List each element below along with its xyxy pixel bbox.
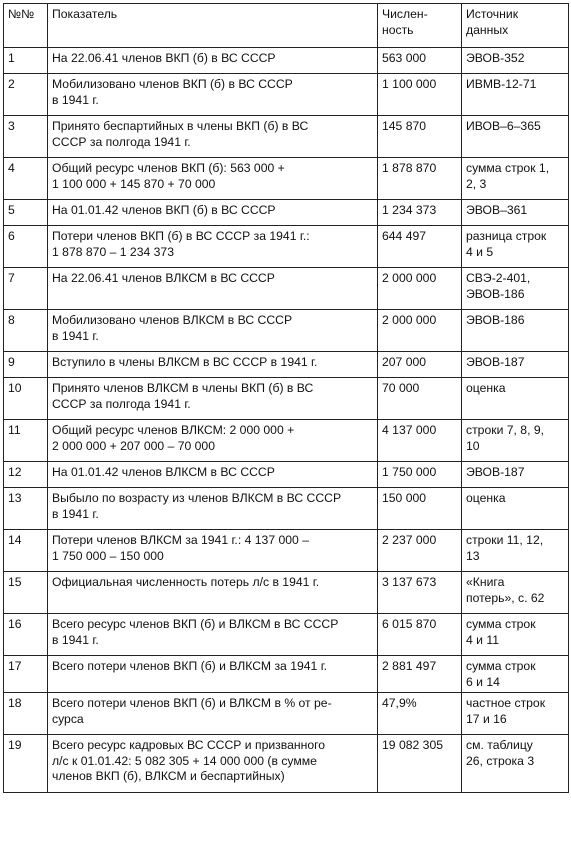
row-indicator: [48, 735, 378, 793]
row-count: [378, 614, 462, 656]
row-num: [4, 268, 48, 310]
row-num-text: 17: [8, 659, 22, 673]
row-source: [462, 572, 569, 614]
row-indicator: [48, 462, 378, 488]
row-source-text: сумма строк 6 и 14: [466, 659, 536, 689]
row-num-text: 3: [8, 119, 15, 133]
row-num: [4, 614, 48, 656]
row-indicator: [48, 488, 378, 530]
table-row: [4, 158, 569, 200]
row-num: [4, 656, 48, 693]
row-source: [462, 530, 569, 572]
row-num-text: 8: [8, 313, 15, 327]
row-indicator: [48, 572, 378, 614]
row-indicator: [48, 48, 378, 74]
row-source: [462, 614, 569, 656]
row-count-text: 1 234 373: [382, 203, 437, 217]
row-count-text: 2 881 497: [382, 659, 437, 673]
row-count-text: 1 750 000: [382, 465, 437, 479]
row-indicator-text: На 22.06.41 членов ВЛКСМ в ВС СССР: [52, 271, 275, 285]
row-count: [378, 656, 462, 693]
row-source-text: частное строк 17 и 16: [466, 696, 546, 726]
row-num: [4, 310, 48, 352]
row-num-text: 4: [8, 161, 15, 175]
row-indicator: [48, 614, 378, 656]
row-count: [378, 74, 462, 116]
table-row: [4, 352, 569, 378]
row-count-text: 644 497: [382, 229, 427, 243]
row-count: [378, 530, 462, 572]
row-indicator: [48, 693, 378, 735]
row-indicator: [48, 378, 378, 420]
row-indicator-text: Вступило в члены ВЛКСМ в ВС СССР в 1941 г.: [52, 355, 318, 369]
table-row: [4, 488, 569, 530]
table-row: [4, 310, 569, 352]
row-indicator-text: Общий ресурс членов ВЛКСМ: 2 000 000 + 2 000 000 + 207 000 – 70 000: [52, 423, 295, 453]
row-num: [4, 693, 48, 735]
row-num: [4, 158, 48, 200]
row-num: [4, 74, 48, 116]
row-indicator: [48, 116, 378, 158]
row-indicator-text: Официальная численность потерь л/с в 1941 г.: [52, 575, 320, 589]
row-num: [4, 735, 48, 793]
row-num-text: 12: [8, 465, 22, 479]
row-source-text: ЭВОВ-187: [466, 465, 525, 479]
row-source-text: сумма строк 4 и 11: [466, 617, 536, 647]
row-count: [378, 268, 462, 310]
row-num-text: 5: [8, 203, 15, 217]
row-count-text: 47,9%: [382, 696, 417, 710]
table-row: [4, 226, 569, 268]
row-count: [378, 378, 462, 420]
row-source-text: ИВОВ–6–365: [466, 119, 541, 133]
row-num: [4, 352, 48, 378]
header-num: №№: [4, 4, 48, 48]
header-indicator: Показатель: [48, 4, 378, 48]
row-source-text: см. таблицу 26, строка 3: [466, 738, 535, 768]
row-source: [462, 462, 569, 488]
table-row: [4, 614, 569, 656]
row-count-text: 2 000 000: [382, 313, 437, 327]
row-num-text: 11: [8, 423, 21, 437]
table-row: [4, 693, 569, 735]
row-num: [4, 200, 48, 226]
table-row: [4, 48, 569, 74]
table-header-row: [4, 4, 569, 48]
row-count: [378, 158, 462, 200]
row-indicator: [48, 74, 378, 116]
row-num-text: 19: [8, 738, 22, 752]
row-source: [462, 420, 569, 462]
row-count: [378, 310, 462, 352]
row-num-text: 13: [8, 491, 22, 505]
table-row: [4, 572, 569, 614]
table-row: [4, 74, 569, 116]
table-row: [4, 735, 569, 793]
row-num-text: 2: [8, 77, 15, 91]
row-count-text: 1 100 000: [382, 77, 437, 91]
table-row: [4, 462, 569, 488]
row-num-text: 7: [8, 271, 15, 285]
table-row: [4, 268, 569, 310]
row-count-text: 150 000: [382, 491, 427, 505]
row-indicator-text: Потери членов ВКП (б) в ВС СССР за 1941 г.: 1 878 870 – 1 234 373: [52, 229, 310, 259]
row-count: [378, 200, 462, 226]
row-num-text: 15: [8, 575, 22, 589]
row-source-text: разница строк 4 и 5: [466, 229, 547, 259]
row-num: [4, 420, 48, 462]
row-source: [462, 158, 569, 200]
row-source-text: СВЭ-2-401, ЭВОВ-186: [466, 271, 531, 301]
row-num-text: 1: [8, 51, 15, 65]
row-count-text: 70 000: [382, 381, 420, 395]
row-num: [4, 488, 48, 530]
row-num-text: 16: [8, 617, 22, 631]
row-count-text: 1 878 870: [382, 161, 437, 175]
row-indicator-text: Выбыло по возрасту из членов ВЛКСМ в ВС СССР в 1941 г.: [52, 491, 342, 521]
row-indicator-text: Потери членов ВЛКСМ за 1941 г.: 4 137 000 – 1 750 000 – 150 000: [52, 533, 309, 563]
row-num: [4, 378, 48, 420]
row-count-text: 4 137 000: [382, 423, 437, 437]
row-count-text: 19 082 305: [382, 738, 443, 752]
row-count: [378, 462, 462, 488]
row-indicator: [48, 530, 378, 572]
row-source: [462, 656, 569, 693]
row-indicator-text: Принято беспартийных в члены ВКП (б) в ВС СССР за полгода 1941 г.: [52, 119, 309, 149]
row-num: [4, 226, 48, 268]
row-num-text: 6: [8, 229, 15, 243]
row-indicator-text: Всего ресурс кадровых ВС СССР и призванного л/с к 01.01.42: 5 082 305 + 14 000 000 (в сумме членов ВКП (б), ВЛКСМ и беспартийных): [52, 738, 326, 783]
row-count-text: 145 870: [382, 119, 427, 133]
row-indicator-text: Всего потери членов ВКП (б) и ВЛКСМ за 1941 г.: [52, 659, 328, 673]
row-source-text: «Книга потерь», с. 62: [466, 575, 545, 605]
row-source: [462, 378, 569, 420]
table-row: [4, 530, 569, 572]
row-count: [378, 488, 462, 530]
row-indicator-text: Всего ресурс членов ВКП (б) и ВЛКСМ в ВС СССР в 1941 г.: [52, 617, 339, 647]
row-source-text: ЭВОВ–361: [466, 203, 528, 217]
row-source: [462, 310, 569, 352]
row-num: [4, 462, 48, 488]
row-indicator-text: На 01.01.42 членов ВЛКСМ в ВС СССР: [52, 465, 275, 479]
row-indicator: [48, 656, 378, 693]
row-source: [462, 693, 569, 735]
row-source-text: ЭВОВ-352: [466, 51, 525, 65]
row-count-text: 207 000: [382, 355, 427, 369]
row-source: [462, 488, 569, 530]
row-indicator-text: Мобилизовано членов ВКП (б) в ВС СССР в 1941 г.: [52, 77, 293, 107]
header-source: Источник данных: [462, 4, 569, 48]
row-source-text: строки 11, 12, 13: [466, 533, 544, 563]
row-num-text: 18: [8, 696, 22, 710]
row-source: [462, 74, 569, 116]
losses-table: [3, 3, 569, 793]
row-indicator-text: Мобилизовано членов ВЛКСМ в ВС СССР в 1941 г.: [52, 313, 293, 343]
row-source: [462, 200, 569, 226]
table-row: [4, 420, 569, 462]
row-count: [378, 420, 462, 462]
row-indicator: [48, 352, 378, 378]
row-source: [462, 268, 569, 310]
row-indicator: [48, 268, 378, 310]
row-indicator-text: Принято членов ВЛКСМ в члены ВКП (б) в ВС СССР за полгода 1941 г.: [52, 381, 314, 411]
row-source: [462, 48, 569, 74]
table-row: [4, 116, 569, 158]
row-num: [4, 572, 48, 614]
row-count: [378, 693, 462, 735]
row-source-text: сумма строк 1, 2, 3: [466, 161, 550, 191]
row-count-text: 563 000: [382, 51, 427, 65]
row-source: [462, 226, 569, 268]
row-count: [378, 48, 462, 74]
row-count: [378, 116, 462, 158]
row-indicator-text: На 01.01.42 членов ВКП (б) в ВС СССР: [52, 203, 276, 217]
row-count-text: 2 237 000: [382, 533, 437, 547]
row-indicator: [48, 200, 378, 226]
row-count-text: 3 137 673: [382, 575, 437, 589]
row-source-text: ИВМВ-12-71: [466, 77, 537, 91]
row-source-text: ЭВОВ-186: [466, 313, 525, 327]
row-num: [4, 116, 48, 158]
row-indicator: [48, 158, 378, 200]
row-source: [462, 735, 569, 793]
row-count-text: 2 000 000: [382, 271, 437, 285]
row-num-text: 14: [8, 533, 22, 547]
row-indicator: [48, 226, 378, 268]
row-source-text: строки 7, 8, 9, 10: [466, 423, 545, 453]
row-source-text: оценка: [466, 491, 506, 505]
header-count: Числен- ность: [378, 4, 462, 48]
table-row: [4, 378, 569, 420]
table-row: [4, 656, 569, 693]
row-indicator-text: На 22.06.41 членов ВКП (б) в ВС СССР: [52, 51, 276, 65]
row-count: [378, 572, 462, 614]
row-count: [378, 352, 462, 378]
table-row: [4, 200, 569, 226]
row-num-text: 10: [8, 381, 22, 395]
row-source-text: оценка: [466, 381, 506, 395]
row-indicator-text: Всего потери членов ВКП (б) и ВЛКСМ в % от ре- сурса: [52, 696, 332, 726]
row-num-text: 9: [8, 355, 15, 369]
row-source: [462, 352, 569, 378]
row-source-text: ЭВОВ-187: [466, 355, 525, 369]
row-count-text: 6 015 870: [382, 617, 437, 631]
row-count: [378, 735, 462, 793]
row-count: [378, 226, 462, 268]
row-source: [462, 116, 569, 158]
row-num: [4, 48, 48, 74]
row-indicator: [48, 310, 378, 352]
row-indicator-text: Общий ресурс членов ВКП (б): 563 000 + 1 100 000 + 145 870 + 70 000: [52, 161, 285, 191]
row-indicator: [48, 420, 378, 462]
table-body: [4, 48, 569, 793]
row-num: [4, 530, 48, 572]
